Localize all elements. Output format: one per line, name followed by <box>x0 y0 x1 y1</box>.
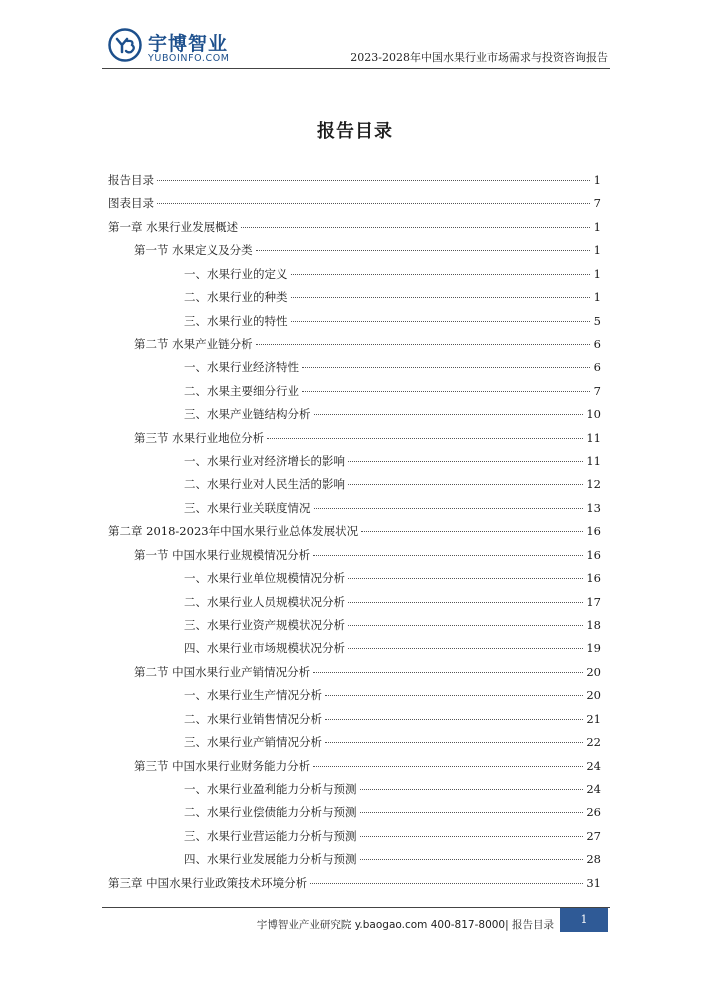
dot-leader <box>348 461 583 462</box>
toc-entry-page: 16 <box>586 524 601 539</box>
toc-entry[interactable] <box>108 500 601 523</box>
toc-entry-title: 三、水果行业的特性 <box>184 313 288 328</box>
toc-entry-page: 7 <box>593 383 601 398</box>
company-logo <box>108 28 258 68</box>
dot-leader <box>348 484 583 485</box>
toc-entry-page: 19 <box>586 641 601 656</box>
toc-entry-page: 1 <box>593 266 601 281</box>
toc-entry-page: 18 <box>586 618 601 633</box>
toc-entry[interactable] <box>108 617 601 640</box>
toc-entry-page: 31 <box>586 875 601 890</box>
toc-entry[interactable] <box>108 734 601 757</box>
toc-entry[interactable] <box>108 523 601 546</box>
toc-entry-title: 报告目录 <box>108 173 154 187</box>
dot-leader <box>361 531 583 532</box>
toc-entry-title: 第二章 2018-2023年中国水果行业总体发展状况 <box>108 524 359 539</box>
dot-leader <box>291 297 591 298</box>
logo-mark-icon <box>108 28 142 62</box>
dot-leader <box>313 672 583 673</box>
toc-entry-title: 图表目录 <box>108 196 154 211</box>
dot-leader <box>348 578 583 579</box>
dot-leader <box>313 766 583 767</box>
dot-leader <box>157 203 590 204</box>
toc-entry-page: 7 <box>593 196 601 211</box>
dot-leader <box>302 367 590 368</box>
toc-entry-page: 6 <box>593 336 601 351</box>
toc-entry-page: 6 <box>593 360 601 375</box>
toc-entry[interactable] <box>108 804 601 827</box>
toc-entry-page: 16 <box>586 571 601 586</box>
logo-english-name: YUBOINFO.COM <box>148 53 230 64</box>
toc-entry[interactable] <box>108 336 601 359</box>
toc-entry[interactable] <box>108 640 601 663</box>
dot-leader <box>360 812 584 813</box>
dot-leader <box>302 391 590 392</box>
dot-leader <box>348 625 583 626</box>
dot-leader <box>360 789 584 790</box>
toc-entry-page: 12 <box>586 477 601 492</box>
toc-entry-title: 二、水果行业销售情况分析 <box>184 711 322 726</box>
toc-entry[interactable] <box>108 570 601 593</box>
toc-entry-title: 第三节 中国水果行业财务能力分析 <box>134 758 311 773</box>
dot-leader <box>291 321 591 322</box>
toc-entry-page: 24 <box>586 781 601 796</box>
header-divider <box>102 68 610 69</box>
toc-entry[interactable] <box>108 289 601 312</box>
dot-leader <box>157 180 590 181</box>
toc-entry-title: 三、水果行业资产规模状况分析 <box>184 618 345 633</box>
toc-entry-title: 第一节 中国水果行业规模情况分析 <box>134 547 311 562</box>
toc-entry[interactable] <box>108 476 601 499</box>
toc-entry-title: 一、水果行业经济特性 <box>184 360 299 375</box>
toc-entry-page: 28 <box>586 852 601 867</box>
toc-entry[interactable] <box>108 594 601 617</box>
dot-leader <box>313 555 583 556</box>
toc-entry-title: 二、水果行业偿债能力分析与预测 <box>184 805 357 820</box>
toc-entry[interactable] <box>108 758 601 781</box>
toc-entry-title: 三、水果行业营运能力分析与预测 <box>184 828 357 843</box>
toc-entry-page: 22 <box>586 735 601 750</box>
toc-entry[interactable] <box>108 875 601 898</box>
dot-leader <box>291 274 591 275</box>
dot-leader <box>256 250 590 251</box>
toc-entry-title: 二、水果主要细分行业 <box>184 383 299 398</box>
toc-entry[interactable] <box>108 406 601 429</box>
toc-entry-title: 一、水果行业盈利能力分析与预测 <box>184 781 357 796</box>
toc-entry-page: 1 <box>593 290 601 305</box>
toc-entry-title: 四、水果行业市场规模状况分析 <box>184 641 345 656</box>
toc-entry-title: 二、水果行业的种类 <box>184 290 288 305</box>
toc-entry-title: 三、水果行业产销情况分析 <box>184 735 322 750</box>
toc-entry-title: 第二节 水果产业链分析 <box>134 336 253 351</box>
toc-entry-page: 10 <box>586 407 601 422</box>
toc-entry-title: 第一节 水果定义及分类 <box>134 243 253 258</box>
dot-leader <box>314 414 584 415</box>
toc-entry-page: 13 <box>586 500 601 515</box>
dot-leader <box>325 742 583 743</box>
toc-entry-page: 21 <box>586 711 601 726</box>
toc-entry-title: 三、水果产业链结构分析 <box>184 407 311 422</box>
table-of-contents <box>108 172 601 898</box>
toc-entry-title: 三、水果行业关联度情况 <box>184 500 311 515</box>
toc-entry[interactable] <box>108 219 601 242</box>
toc-entry-page: 27 <box>586 828 601 843</box>
toc-entry[interactable] <box>108 453 601 476</box>
toc-entry-page: 5 <box>593 313 601 328</box>
toc-entry-page: 16 <box>586 547 601 562</box>
footer-text: 宇博智业产业研究院 y.baogao.com 400-817-8000| 报告目录 <box>256 919 554 931</box>
toc-entry[interactable] <box>108 851 601 874</box>
toc-entry-page: 1 <box>593 173 601 187</box>
toc-entry-page: 11 <box>586 430 601 445</box>
toc-entry[interactable] <box>108 547 601 570</box>
toc-entry-page: 24 <box>586 758 601 773</box>
toc-entry[interactable] <box>108 828 601 851</box>
toc-entry-page: 20 <box>586 688 601 703</box>
toc-entry-title: 二、水果行业人员规模状况分析 <box>184 594 345 609</box>
toc-entry-page: 1 <box>593 219 601 234</box>
toc-entry-title: 四、水果行业发展能力分析与预测 <box>184 852 357 867</box>
toc-entry[interactable] <box>108 313 601 336</box>
toc-entry[interactable] <box>108 687 601 710</box>
dot-leader <box>325 695 583 696</box>
toc-entry-title: 第二节 中国水果行业产销情况分析 <box>134 664 311 679</box>
toc-entry-title: 二、水果行业对人民生活的影响 <box>184 477 345 492</box>
toc-entry-page: 20 <box>586 664 601 679</box>
toc-entry[interactable] <box>108 266 601 289</box>
toc-entry-page: 26 <box>586 805 601 820</box>
toc-entry-title: 一、水果行业对经济增长的影响 <box>184 454 345 469</box>
logo-chinese-name: 宇博智业 <box>148 33 229 55</box>
dot-leader <box>310 883 583 884</box>
toc-entry-title: 第一章 水果行业发展概述 <box>108 219 239 234</box>
dot-leader <box>241 227 590 228</box>
toc-entry-title: 一、水果行业的定义 <box>184 266 288 281</box>
document-title: 2023-2028年中国水果行业市场需求与投资咨询报告 <box>350 51 608 64</box>
dot-leader <box>256 344 590 345</box>
dot-leader <box>360 859 584 860</box>
dot-leader <box>348 648 583 649</box>
toc-entry-title: 第三节 水果行业地位分析 <box>134 430 265 445</box>
toc-entry[interactable] <box>108 664 601 687</box>
toc-entry-title: 第三章 中国水果行业政策技术环境分析 <box>108 875 308 890</box>
page-title: 报告目录 <box>317 121 393 142</box>
dot-leader <box>348 602 583 603</box>
dot-leader <box>360 836 584 837</box>
toc-entry[interactable] <box>108 430 601 453</box>
toc-entry[interactable] <box>108 359 601 382</box>
toc-entry-page: 1 <box>593 243 601 258</box>
dot-leader <box>325 719 583 720</box>
dot-leader <box>314 508 584 509</box>
page-number-badge: 1 <box>560 908 608 932</box>
toc-entry-title: 一、水果行业单位规模情况分析 <box>184 571 345 586</box>
toc-entry[interactable] <box>108 195 601 218</box>
dot-leader <box>267 438 583 439</box>
toc-entry[interactable] <box>108 781 601 804</box>
toc-entry[interactable] <box>108 242 601 265</box>
toc-entry-title: 一、水果行业生产情况分析 <box>184 688 322 703</box>
toc-entry[interactable] <box>108 172 601 195</box>
toc-entry[interactable] <box>108 711 601 734</box>
toc-entry-page: 17 <box>586 594 601 609</box>
toc-entry-page: 11 <box>586 454 601 469</box>
footer-divider <box>102 907 610 908</box>
toc-entry[interactable] <box>108 383 601 406</box>
